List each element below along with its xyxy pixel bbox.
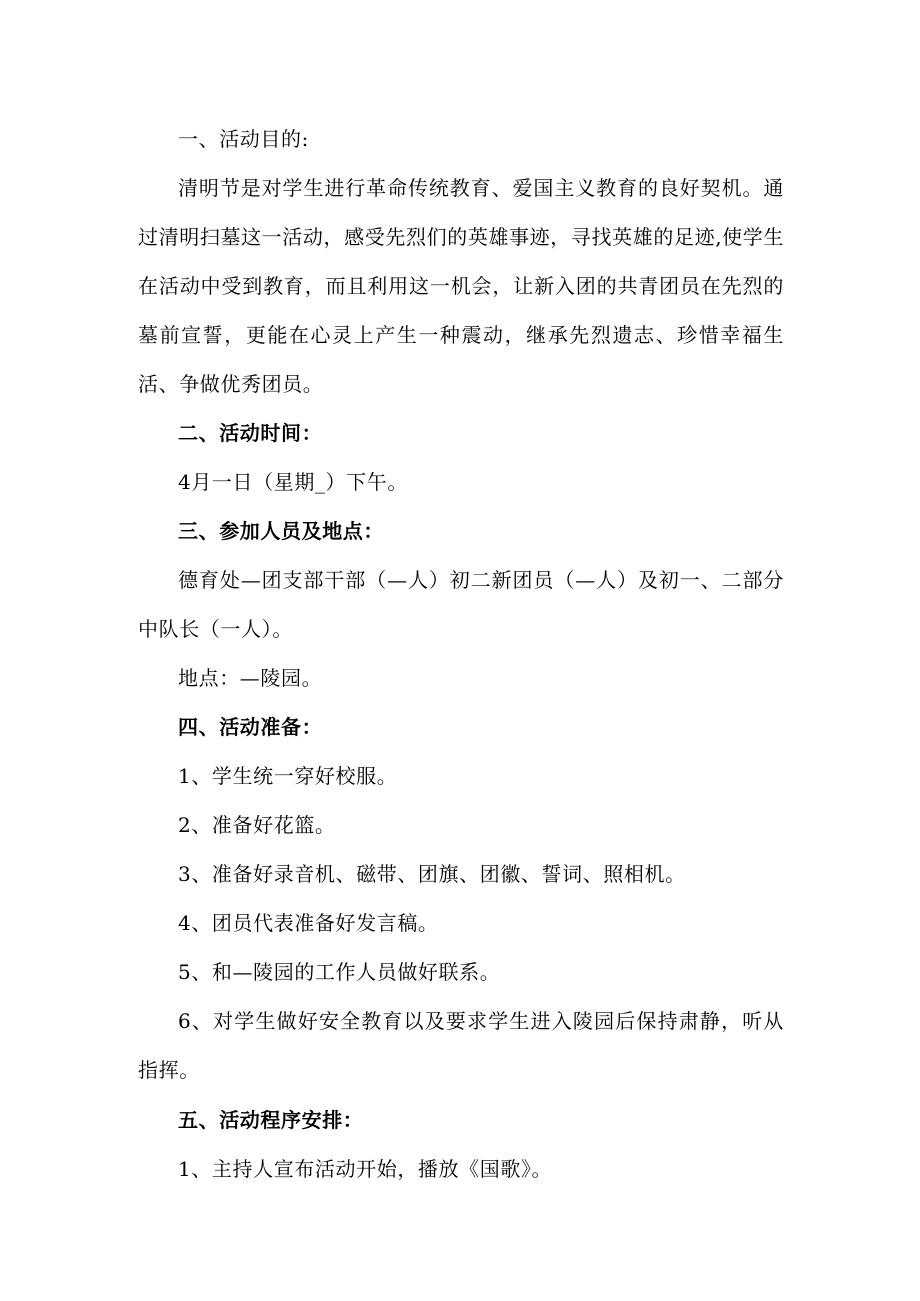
section-heading-purpose: 一、活动目的: (178, 127, 309, 151)
section-heading-program: 五、活动程序安排： (178, 1108, 364, 1132)
list-item: 1、学生统一穿好校服。 (178, 764, 398, 788)
location-text: 地点：—陵园。 (178, 666, 323, 690)
list-item: 5、和—陵园的工作人员做好联系。 (178, 960, 501, 984)
section-heading-time: 二、活动时间： (178, 421, 323, 445)
list-item: 6、对学生做好安全教育以及要求学生进入陵园后保持肃静，听从指挥。 (138, 1009, 784, 1082)
list-item: 1、主持人宣布活动开始，播放《国歌》。 (178, 1157, 553, 1181)
section-heading-participants: 三、参加人员及地点： (178, 519, 384, 543)
list-item: 4、团员代表准备好发言稿。 (178, 911, 439, 935)
list-item: 2、准备好花篮。 (178, 813, 336, 837)
purpose-paragraph: 清明节是对学生进行革命传统教育、爱国主义教育的良好契机。通过清明扫墓这一活动，感受先烈们的英雄事迹，寻找英雄的足迹,使学生在活动中受到教育，而且利用这一机会，让新入团的共青团员在先烈的墓前宣誓，更能在心灵上产生一种震动，继承先烈遗志、珍惜幸福生活、争做优秀团员。 (138, 176, 784, 396)
participants-paragraph: 德育处—团支部干部（—人）初二新团员（—人）及初一、二部分中队长（一人）。 (138, 568, 784, 641)
section-heading-preparation: 四、活动准备： (178, 715, 323, 739)
list-item: 3、准备好录音机、磁带、团旗、团徽、誓词、照相机。 (178, 862, 686, 886)
time-text: 4月一日（星期_）下午。 (178, 470, 408, 494)
